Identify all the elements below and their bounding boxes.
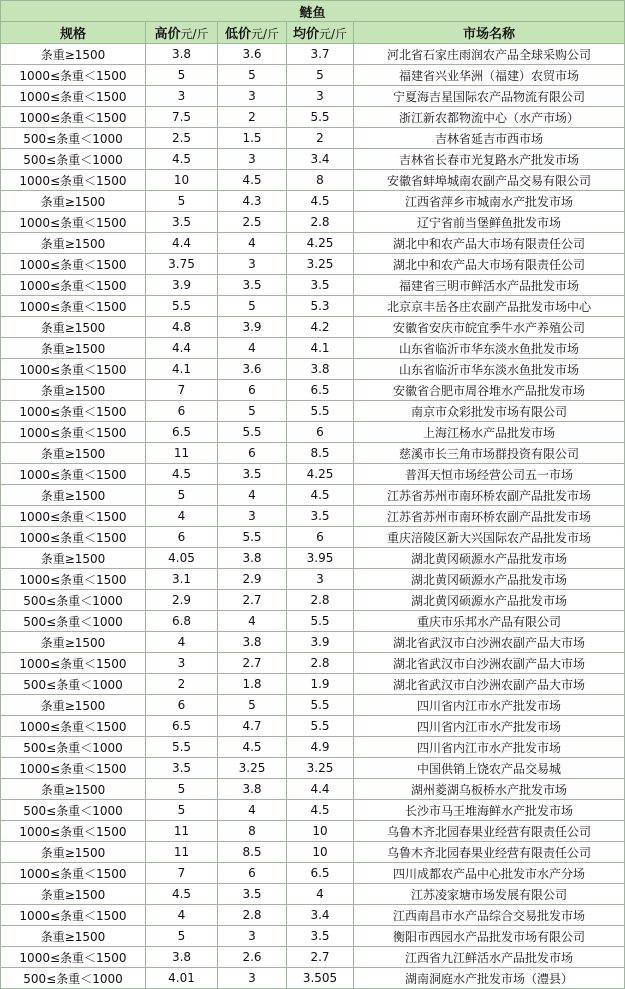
cell-market: 衡阳市西园水产品批发市场有限公司 xyxy=(354,926,625,947)
cell-low: 1.8 xyxy=(218,674,287,695)
header-spec: 规格 xyxy=(1,22,146,44)
cell-spec: 1000≤条重＜1500 xyxy=(1,170,146,191)
table-row xyxy=(1,443,625,464)
cell-high: 11 xyxy=(146,842,218,863)
cell-market: 湖州菱湖乌板桥水产批发市场 xyxy=(354,779,625,800)
table-row xyxy=(1,401,625,422)
table-row xyxy=(1,212,625,233)
table-row xyxy=(1,611,625,632)
cell-spec: 条重≥1500 xyxy=(1,842,146,863)
cell-low: 4 xyxy=(218,233,287,254)
cell-low: 6 xyxy=(218,443,287,464)
cell-high: 4.1 xyxy=(146,359,218,380)
cell-low: 8 xyxy=(218,821,287,842)
cell-spec: 1000≤条重＜1500 xyxy=(1,506,146,527)
table-row xyxy=(1,380,625,401)
cell-spec: 1000≤条重＜1500 xyxy=(1,653,146,674)
cell-spec: 1000≤条重＜1500 xyxy=(1,107,146,128)
cell-low: 4.3 xyxy=(218,191,287,212)
cell-low: 3 xyxy=(218,86,287,107)
cell-market: 湖北省武汉市白沙洲农副产品大市场 xyxy=(354,674,625,695)
cell-market: 江西南昌市水产品综合交易批发市场 xyxy=(354,905,625,926)
cell-spec: 1000≤条重＜1500 xyxy=(1,296,146,317)
cell-market: 湖北省武汉市白沙洲农副产品大市场 xyxy=(354,653,625,674)
table-row xyxy=(1,695,625,716)
table-row xyxy=(1,464,625,485)
table-row xyxy=(1,65,625,86)
cell-spec: 1000≤条重＜1500 xyxy=(1,569,146,590)
cell-high: 6.5 xyxy=(146,716,218,737)
cell-spec: 500≤条重＜1000 xyxy=(1,149,146,170)
cell-low: 3 xyxy=(218,149,287,170)
cell-spec: 条重≥1500 xyxy=(1,632,146,653)
cell-spec: 1000≤条重＜1500 xyxy=(1,401,146,422)
cell-spec: 500≤条重＜1000 xyxy=(1,800,146,821)
cell-avg: 2.7 xyxy=(287,947,354,968)
cell-spec: 条重≥1500 xyxy=(1,485,146,506)
cell-low: 5 xyxy=(218,296,287,317)
cell-avg: 3.4 xyxy=(287,149,354,170)
cell-spec: 条重≥1500 xyxy=(1,44,146,65)
cell-avg: 4.4 xyxy=(287,779,354,800)
cell-low: 3.9 xyxy=(218,317,287,338)
cell-high: 3.75 xyxy=(146,254,218,275)
cell-high: 3.8 xyxy=(146,44,218,65)
cell-avg: 5.5 xyxy=(287,107,354,128)
table-row xyxy=(1,569,625,590)
cell-high: 7 xyxy=(146,863,218,884)
table-row xyxy=(1,86,625,107)
table-body xyxy=(1,44,625,989)
cell-market: 辽宁省前当堡鲜鱼批发市场 xyxy=(354,212,625,233)
table-title: 鲢鱼 xyxy=(1,1,625,22)
cell-spec: 1000≤条重＜1500 xyxy=(1,821,146,842)
cell-avg: 2 xyxy=(287,128,354,149)
table-row xyxy=(1,170,625,191)
cell-high: 6.5 xyxy=(146,422,218,443)
table-row xyxy=(1,317,625,338)
cell-market: 江苏省苏州市南环桥农副产品批发市场 xyxy=(354,506,625,527)
cell-market: 慈溪市长三角市场群投资有限公司 xyxy=(354,443,625,464)
cell-market: 湖南洞庭水产批发市场（澧县） xyxy=(354,968,625,989)
cell-market: 河北省石家庄雨润农产品全球采购公司 xyxy=(354,44,625,65)
cell-market: 吉林省延吉市西市场 xyxy=(354,128,625,149)
cell-spec: 条重≥1500 xyxy=(1,779,146,800)
cell-low: 4 xyxy=(218,338,287,359)
cell-high: 11 xyxy=(146,821,218,842)
cell-high: 4 xyxy=(146,905,218,926)
cell-spec: 1000≤条重＜1500 xyxy=(1,758,146,779)
cell-market: 湖北省武汉市白沙洲农副产品大市场 xyxy=(354,632,625,653)
cell-low: 4 xyxy=(218,611,287,632)
cell-avg: 3.5 xyxy=(287,275,354,296)
cell-low: 2 xyxy=(218,107,287,128)
cell-spec: 条重≥1500 xyxy=(1,443,146,464)
cell-low: 5 xyxy=(218,65,287,86)
cell-high: 2.9 xyxy=(146,590,218,611)
table-row xyxy=(1,527,625,548)
cell-high: 4.8 xyxy=(146,317,218,338)
cell-low: 3.5 xyxy=(218,275,287,296)
cell-market: 江苏凌家塘市场发展有限公司 xyxy=(354,884,625,905)
cell-high: 2 xyxy=(146,674,218,695)
cell-low: 2.7 xyxy=(218,590,287,611)
cell-spec: 500≤条重＜1000 xyxy=(1,674,146,695)
cell-high: 3.5 xyxy=(146,758,218,779)
cell-high: 7.5 xyxy=(146,107,218,128)
cell-low: 3.8 xyxy=(218,548,287,569)
header-low-unit: 元/斤 xyxy=(250,27,280,41)
cell-high: 3.9 xyxy=(146,275,218,296)
cell-avg: 3 xyxy=(287,569,354,590)
cell-market: 重庆涪陵区新大兴国际农产品批发市场 xyxy=(354,527,625,548)
cell-spec: 1000≤条重＜1500 xyxy=(1,863,146,884)
cell-avg: 3.9 xyxy=(287,632,354,653)
cell-high: 5 xyxy=(146,191,218,212)
cell-market: 江西省九江鲜活水产品批发市场 xyxy=(354,947,625,968)
cell-high: 3 xyxy=(146,653,218,674)
cell-market: 湖北黄冈硕源水产品批发市场 xyxy=(354,548,625,569)
cell-spec: 500≤条重＜1000 xyxy=(1,128,146,149)
cell-avg: 8.5 xyxy=(287,443,354,464)
cell-high: 6 xyxy=(146,527,218,548)
table-row xyxy=(1,149,625,170)
cell-avg: 5.5 xyxy=(287,695,354,716)
header-row xyxy=(1,22,625,44)
header-avg xyxy=(287,22,354,44)
cell-avg: 4 xyxy=(287,884,354,905)
cell-low: 5.5 xyxy=(218,527,287,548)
table-row xyxy=(1,338,625,359)
cell-high: 4.4 xyxy=(146,233,218,254)
cell-market: 福建省三明市鲜活水产品批发市场 xyxy=(354,275,625,296)
cell-market: 北京京丰岳各庄农副产品批发市场中心 xyxy=(354,296,625,317)
cell-market: 四川省内江市水产批发市场 xyxy=(354,737,625,758)
cell-market: 重庆市乐邦水产品有限公司 xyxy=(354,611,625,632)
cell-low: 3.6 xyxy=(218,359,287,380)
cell-high: 4.5 xyxy=(146,464,218,485)
cell-high: 3 xyxy=(146,86,218,107)
cell-avg: 4.2 xyxy=(287,317,354,338)
header-avg-label: 均价 xyxy=(292,27,319,42)
cell-spec: 500≤条重＜1000 xyxy=(1,611,146,632)
header-market: 市场名称 xyxy=(354,22,625,44)
cell-spec: 1000≤条重＜1500 xyxy=(1,527,146,548)
header-high xyxy=(146,22,218,44)
cell-high: 4.01 xyxy=(146,968,218,989)
table-row xyxy=(1,800,625,821)
cell-low: 3.25 xyxy=(218,758,287,779)
cell-low: 3.8 xyxy=(218,779,287,800)
table-row xyxy=(1,548,625,569)
cell-low: 3.6 xyxy=(218,44,287,65)
table-row xyxy=(1,674,625,695)
cell-spec: 条重≥1500 xyxy=(1,548,146,569)
header-high-label: 高价 xyxy=(154,27,181,42)
cell-avg: 2.8 xyxy=(287,212,354,233)
cell-spec: 条重≥1500 xyxy=(1,380,146,401)
cell-avg: 2.8 xyxy=(287,590,354,611)
table-row xyxy=(1,884,625,905)
table-row xyxy=(1,233,625,254)
cell-market: 中国供销上饶农产品交易城 xyxy=(354,758,625,779)
cell-avg: 4.25 xyxy=(287,464,354,485)
cell-avg: 3.4 xyxy=(287,905,354,926)
cell-low: 5 xyxy=(218,401,287,422)
cell-avg: 5 xyxy=(287,65,354,86)
cell-avg: 4.5 xyxy=(287,800,354,821)
cell-market: 湖北黄冈硕源水产品批发市场 xyxy=(354,590,625,611)
cell-market: 江苏省苏州市南环桥农副产品批发市场 xyxy=(354,485,625,506)
cell-avg: 3.7 xyxy=(287,44,354,65)
cell-market: 乌鲁木齐北园春果业经营有限责任公司 xyxy=(354,842,625,863)
cell-high: 5 xyxy=(146,926,218,947)
cell-spec: 1000≤条重＜1500 xyxy=(1,716,146,737)
cell-market: 福建省兴业华洲（福建）农贸市场 xyxy=(354,65,625,86)
table-row xyxy=(1,275,625,296)
cell-avg: 6 xyxy=(287,422,354,443)
cell-low: 3 xyxy=(218,254,287,275)
cell-high: 5 xyxy=(146,485,218,506)
cell-low: 8.5 xyxy=(218,842,287,863)
cell-avg: 5.5 xyxy=(287,611,354,632)
cell-high: 4 xyxy=(146,506,218,527)
cell-low: 4 xyxy=(218,800,287,821)
cell-market: 湖北黄冈硕源水产品批发市场 xyxy=(354,569,625,590)
table-row xyxy=(1,947,625,968)
cell-avg: 3.505 xyxy=(287,968,354,989)
cell-low: 4.5 xyxy=(218,737,287,758)
cell-high: 3.5 xyxy=(146,212,218,233)
cell-high: 5.5 xyxy=(146,296,218,317)
cell-avg: 3.25 xyxy=(287,758,354,779)
table-row xyxy=(1,653,625,674)
cell-market: 四川成都农产品中心批发市水产分场 xyxy=(354,863,625,884)
cell-avg: 4.5 xyxy=(287,191,354,212)
table-row xyxy=(1,968,625,989)
cell-market: 南京市众彩批发市场有限公司 xyxy=(354,401,625,422)
table-row xyxy=(1,485,625,506)
cell-low: 3 xyxy=(218,968,287,989)
cell-avg: 1.9 xyxy=(287,674,354,695)
cell-high: 4.05 xyxy=(146,548,218,569)
header-low-label: 低价 xyxy=(224,27,251,42)
cell-market: 普洱天恒市场经营公司五一市场 xyxy=(354,464,625,485)
cell-high: 3.1 xyxy=(146,569,218,590)
cell-avg: 5.5 xyxy=(287,716,354,737)
cell-avg: 4.1 xyxy=(287,338,354,359)
table-row xyxy=(1,422,625,443)
cell-market: 山东省临沂市华东淡水鱼批发市场 xyxy=(354,359,625,380)
cell-high: 6 xyxy=(146,695,218,716)
cell-market: 湖北中和农产品大市场有限责任公司 xyxy=(354,254,625,275)
table-row xyxy=(1,842,625,863)
cell-low: 2.5 xyxy=(218,212,287,233)
cell-market: 吉林省长春市光复路水产批发市场 xyxy=(354,149,625,170)
cell-high: 6 xyxy=(146,401,218,422)
cell-spec: 1000≤条重＜1500 xyxy=(1,905,146,926)
table-row xyxy=(1,44,625,65)
cell-spec: 1000≤条重＜1500 xyxy=(1,947,146,968)
table-row xyxy=(1,191,625,212)
cell-high: 5.5 xyxy=(146,737,218,758)
cell-spec: 条重≥1500 xyxy=(1,884,146,905)
cell-spec: 条重≥1500 xyxy=(1,695,146,716)
cell-market: 山东省临沂市华东淡水鱼批发市场 xyxy=(354,338,625,359)
cell-avg: 10 xyxy=(287,821,354,842)
cell-high: 4.5 xyxy=(146,149,218,170)
cell-spec: 1000≤条重＜1500 xyxy=(1,275,146,296)
cell-low: 4 xyxy=(218,485,287,506)
cell-low: 2.6 xyxy=(218,947,287,968)
cell-market: 安徽省安庆市皖宜季牛水产养殖公司 xyxy=(354,317,625,338)
cell-spec: 500≤条重＜1000 xyxy=(1,968,146,989)
cell-low: 4.7 xyxy=(218,716,287,737)
cell-high: 5 xyxy=(146,65,218,86)
cell-spec: 条重≥1500 xyxy=(1,191,146,212)
cell-low: 3 xyxy=(218,926,287,947)
cell-avg: 5.3 xyxy=(287,296,354,317)
cell-avg: 3.5 xyxy=(287,926,354,947)
cell-avg: 3 xyxy=(287,86,354,107)
cell-market: 四川省内江市水产批发市场 xyxy=(354,716,625,737)
cell-spec: 1000≤条重＜1500 xyxy=(1,464,146,485)
cell-spec: 1000≤条重＜1500 xyxy=(1,65,146,86)
cell-low: 5.5 xyxy=(218,422,287,443)
cell-market: 四川省内江市水产批发市场 xyxy=(354,695,625,716)
table-row xyxy=(1,821,625,842)
cell-high: 10 xyxy=(146,170,218,191)
cell-spec: 条重≥1500 xyxy=(1,338,146,359)
cell-high: 5 xyxy=(146,779,218,800)
table-row xyxy=(1,905,625,926)
cell-avg: 3.5 xyxy=(287,506,354,527)
header-high-unit: 元/斤 xyxy=(180,27,209,41)
cell-spec: 1000≤条重＜1500 xyxy=(1,254,146,275)
cell-avg: 6.5 xyxy=(287,380,354,401)
table-row xyxy=(1,716,625,737)
cell-high: 5 xyxy=(146,800,218,821)
cell-avg: 3.95 xyxy=(287,548,354,569)
cell-avg: 3.25 xyxy=(287,254,354,275)
cell-market: 安徽省合肥市周谷堆水产品批发市场 xyxy=(354,380,625,401)
cell-low: 2.9 xyxy=(218,569,287,590)
cell-low: 2.8 xyxy=(218,905,287,926)
table-row xyxy=(1,359,625,380)
cell-high: 4 xyxy=(146,632,218,653)
cell-spec: 1000≤条重＜1500 xyxy=(1,212,146,233)
cell-avg: 8 xyxy=(287,170,354,191)
cell-market: 湖北中和农产品大市场有限责任公司 xyxy=(354,233,625,254)
cell-market: 上海江杨水产品批发市场 xyxy=(354,422,625,443)
cell-market: 安徽省蚌埠城南农副产品交易有限公司 xyxy=(354,170,625,191)
cell-avg: 4.25 xyxy=(287,233,354,254)
table-row xyxy=(1,254,625,275)
cell-low: 2.7 xyxy=(218,653,287,674)
title-row xyxy=(1,1,625,22)
table-row xyxy=(1,779,625,800)
cell-low: 1.5 xyxy=(218,128,287,149)
cell-avg: 6.5 xyxy=(287,863,354,884)
cell-low: 3.5 xyxy=(218,884,287,905)
cell-low: 4.5 xyxy=(218,170,287,191)
cell-low: 5 xyxy=(218,695,287,716)
cell-spec: 条重≥1500 xyxy=(1,233,146,254)
cell-spec: 条重≥1500 xyxy=(1,317,146,338)
cell-avg: 3.8 xyxy=(287,359,354,380)
cell-high: 7 xyxy=(146,380,218,401)
table-row xyxy=(1,128,625,149)
cell-avg: 2.8 xyxy=(287,653,354,674)
cell-avg: 4.5 xyxy=(287,485,354,506)
cell-spec: 500≤条重＜1000 xyxy=(1,737,146,758)
cell-market: 宁夏海吉星国际农产品物流有限公司 xyxy=(354,86,625,107)
cell-high: 6.8 xyxy=(146,611,218,632)
table-row xyxy=(1,926,625,947)
cell-spec: 500≤条重＜1000 xyxy=(1,590,146,611)
header-avg-unit: 元/斤 xyxy=(318,27,348,41)
table-row xyxy=(1,863,625,884)
table-row xyxy=(1,758,625,779)
table-row xyxy=(1,296,625,317)
table-row xyxy=(1,107,625,128)
cell-market: 乌鲁木齐北园春果业经营有限责任公司 xyxy=(354,821,625,842)
table-row xyxy=(1,632,625,653)
cell-market: 江西省萍乡市城南水产批发市场 xyxy=(354,191,625,212)
cell-low: 3 xyxy=(218,506,287,527)
cell-spec: 1000≤条重＜1500 xyxy=(1,86,146,107)
table-row xyxy=(1,737,625,758)
table-row xyxy=(1,506,625,527)
cell-avg: 6 xyxy=(287,527,354,548)
cell-spec: 条重≥1500 xyxy=(1,926,146,947)
cell-high: 4.4 xyxy=(146,338,218,359)
cell-avg: 5.5 xyxy=(287,401,354,422)
cell-spec: 1000≤条重＜1500 xyxy=(1,359,146,380)
cell-market: 浙江新农都物流中心（水产市场） xyxy=(354,107,625,128)
cell-high: 4.5 xyxy=(146,884,218,905)
cell-high: 11 xyxy=(146,443,218,464)
cell-avg: 4.9 xyxy=(287,737,354,758)
header-low xyxy=(218,22,287,44)
cell-low: 6 xyxy=(218,380,287,401)
cell-market: 长沙市马王堆海鲜水产批发市场 xyxy=(354,800,625,821)
cell-high: 2.5 xyxy=(146,128,218,149)
table-row xyxy=(1,590,625,611)
cell-low: 3.8 xyxy=(218,632,287,653)
cell-spec: 1000≤条重＜1500 xyxy=(1,422,146,443)
cell-low: 6 xyxy=(218,863,287,884)
cell-low: 3.5 xyxy=(218,464,287,485)
cell-high: 3.8 xyxy=(146,947,218,968)
cell-avg: 10 xyxy=(287,842,354,863)
